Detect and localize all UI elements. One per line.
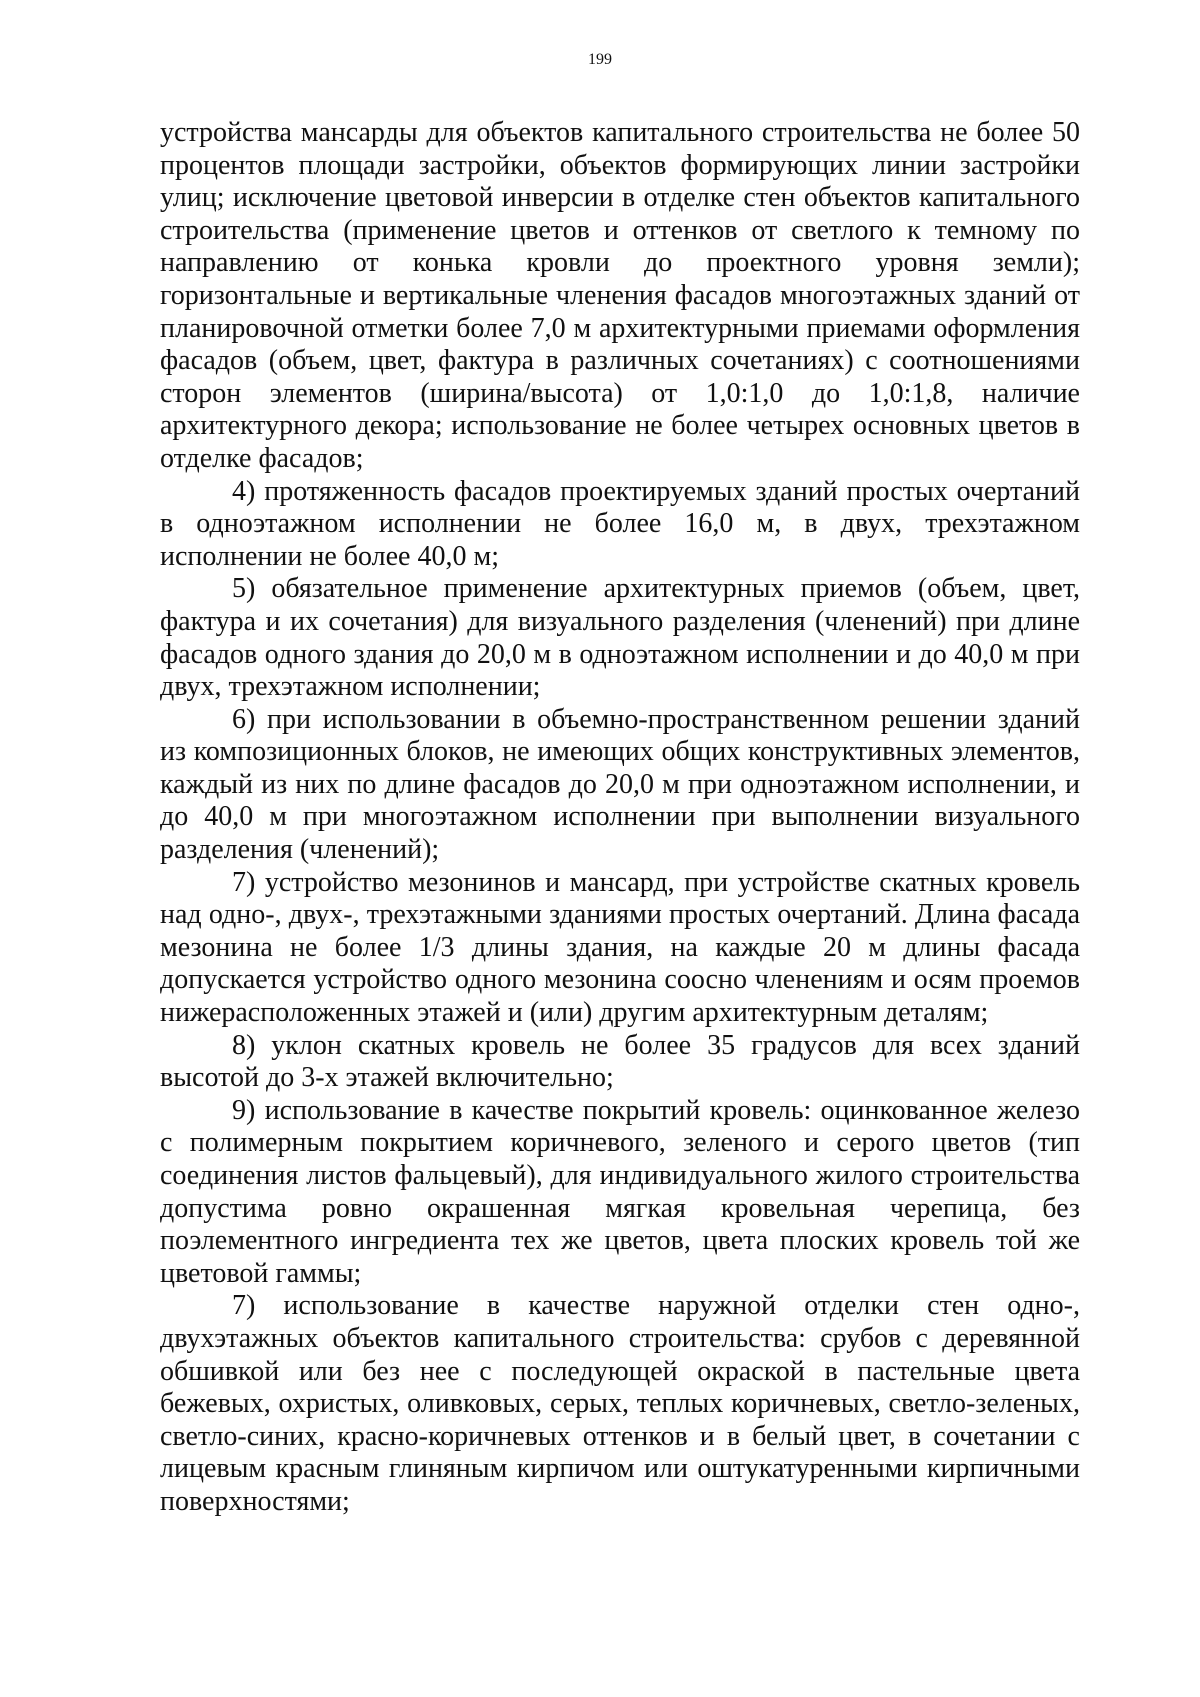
paragraph-item-8: 8) уклон скатных кровель не более 35 градусов для всех зданий высотой до 3-х этажей включительно; bbox=[160, 1029, 1080, 1094]
page-number: 199 bbox=[588, 51, 612, 68]
paragraph-item-7-mezzanines: 7) устройство мезонинов и мансард, при устройстве скатных кровель над одно-, двух-, трехэтажными зданиями простых очертаний. Длина фасада мезонина не более 1/3 длины здания, на каждые 20 м длины фасада допускается устройство одного мезонина соосно членениям и осям проемов нижерасположенных этажей и (или) другим архитектурным деталям; bbox=[160, 866, 1080, 1029]
paragraph-item-6: 6) при использовании в объемно-пространственном решении зданий из композиционных блоков, не имеющих общих конструктивных элементов, каждый из них по длине фасадов до 20,0 м при одноэтажном исполнении, и до 40,0 м при многоэтажном исполнении при выполнении визуального разделения (членений); bbox=[160, 703, 1080, 866]
paragraph-item-5: 5) обязательное применение архитектурных приемов (объем, цвет, фактура и их сочетания) для визуального разделения (членений) при длине фасадов одного здания до 20,0 м в одноэтажном исполнении и до 40,0 м при двух, трехэтажном исполнении; bbox=[160, 573, 1080, 703]
document-body bbox=[160, 117, 1080, 1519]
paragraph-item-4: 4) протяженность фасадов проектируемых зданий простых очертаний в одноэтажном исполнении не более 16,0 м, в двух, трехэтажном исполнении не более 40,0 м; bbox=[160, 475, 1080, 572]
paragraph-item-7-wall-finish: 7) использование в качестве наружной отделки стен одно-, двухэтажных объектов капитального строительства: срубов с деревянной обшивкой или без нее с последующей окраской в пастельные цвета бежевых, охристых, оливковых, серых, теплых коричневых, светло-зеленых, светло-синих, красно-коричневых оттенков и в белый цвет, в сочетании с лицевым красным глиняным кирпичом или оштукатуренными кирпичными поверхностями; bbox=[160, 1290, 1080, 1517]
paragraph-item-9: 9) использование в качестве покрытий кровель: оцинкованное железо с полимерным покрытием коричневого, зеленого и серого цветов (тип соединения листов фальцевый), для индивидуального жилого строительства допустима ровно окрашенная мягкая кровельная черепица, без поэлементного ингредиента тех же цветов, цвета плоских кровель той же цветовой гаммы; bbox=[160, 1094, 1080, 1289]
paragraph-continuation: устройства мансарды для объектов капитального строительства не более 50 процентов площади застройки, объектов формирующих линии застройки улиц; исключение цветовой инверсии в отделке стен объектов капитального строительства (применение цветов и оттенков от светлого к темному по направлению от конька кровли до проектного уровня земли); горизонтальные и вертикальные членения фасадов многоэтажных зданий от планировочной отметки более 7,0 м архитектурными приемами оформления фасадов (объем, цвет, фактура в различных сочетаниях) с соотношениями сторон элементов (ширина/высота) от 1,0:1,0 до 1,0:1,8, наличие архитектурного декора; использование не более четырех основных цветов в отделке фасадов; bbox=[160, 117, 1080, 474]
